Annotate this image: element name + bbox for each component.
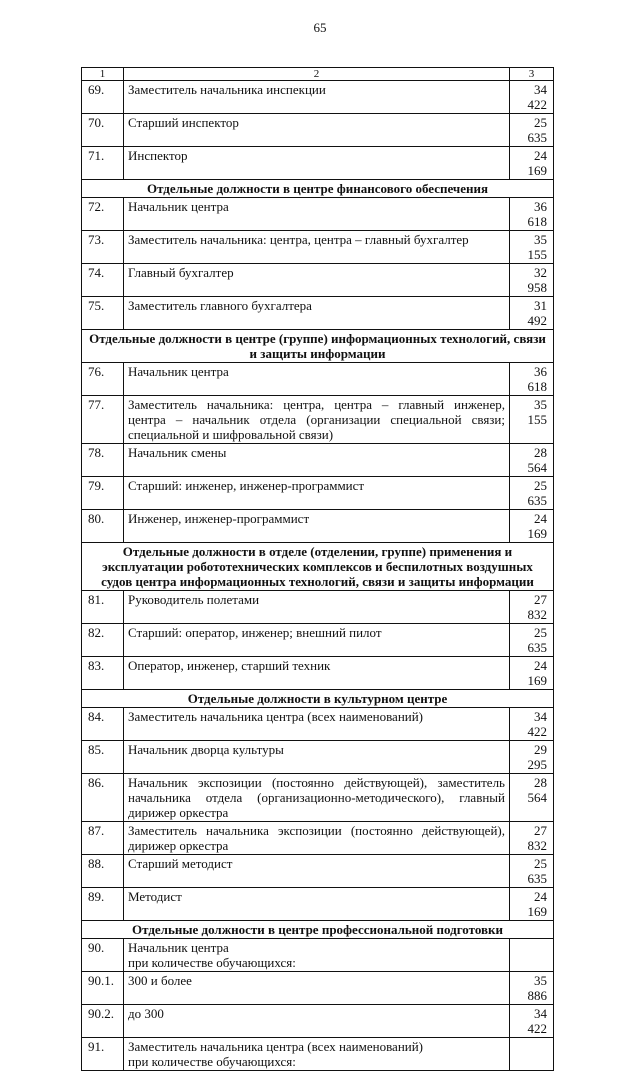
section-heading: Отдельные должности в центре (группе) информационных технологий, связи и защиты информации — [82, 330, 554, 363]
table-row — [82, 888, 554, 921]
position-title: Начальник центра — [128, 940, 229, 955]
salary-value: 32 958 — [510, 264, 554, 297]
section-heading-row — [82, 180, 554, 198]
salary-value: 28 564 — [510, 444, 554, 477]
position-title: Инспектор — [124, 147, 510, 180]
table-row — [82, 510, 554, 543]
salary-value: 34 422 — [510, 1005, 554, 1038]
position-title: до 300 — [124, 1005, 510, 1038]
position-title: Заместитель начальника: центра, центра – главный инженер, центра – начальник отдела (организации специальной связи; специальной и шифровальной связи) — [124, 396, 510, 444]
position-title: Старший: оператор, инженер; внешний пилот — [124, 624, 510, 657]
table-row — [82, 708, 554, 741]
table-row — [82, 624, 554, 657]
row-number: 77. — [82, 396, 124, 444]
table-row — [82, 741, 554, 774]
position-title: Главный бухгалтер — [124, 264, 510, 297]
table-row — [82, 1005, 554, 1038]
row-number: 70. — [82, 114, 124, 147]
table-row — [82, 396, 554, 444]
page-number: 65 — [313, 20, 327, 35]
position-condition: при количестве обучающихся: — [128, 1054, 296, 1069]
section-heading: Отдельные должности в отделе (отделении, группе) применения и эксплуатации робототехнических комплексов и беспилотных воздушных судов центра информационных технологий, связи и защиты информации — [82, 543, 554, 591]
row-number: 85. — [82, 741, 124, 774]
row-number: 88. — [82, 855, 124, 888]
section-heading: Отдельные должности в центре финансового обеспечения — [82, 180, 554, 198]
row-number: 69. — [82, 81, 124, 114]
salary-value: 29 295 — [510, 741, 554, 774]
section-heading-row — [82, 543, 554, 591]
table-row — [82, 822, 554, 855]
salary-value: 31 492 — [510, 297, 554, 330]
row-number: 91. — [82, 1038, 124, 1071]
position-title: Оператор, инженер, старший техник — [124, 657, 510, 690]
position-title: Заместитель начальника экспозиции (постоянно действующей), дирижер оркестра — [124, 822, 510, 855]
row-number: 89. — [82, 888, 124, 921]
table-row — [82, 939, 554, 972]
table-row — [82, 855, 554, 888]
row-number: 73. — [82, 231, 124, 264]
position-title: Заместитель начальника: центра, центра – главный бухгалтер — [124, 231, 510, 264]
salary-value: 28 564 — [510, 774, 554, 822]
row-number: 90.1. — [82, 972, 124, 1005]
table-row — [82, 972, 554, 1005]
row-number: 71. — [82, 147, 124, 180]
salary-value: 34 422 — [510, 81, 554, 114]
salary-value: 35 155 — [510, 231, 554, 264]
row-number: 82. — [82, 624, 124, 657]
row-number: 74. — [82, 264, 124, 297]
row-number: 83. — [82, 657, 124, 690]
header-col-2: 2 — [124, 68, 510, 81]
position-title: Старший: инженер, инженер-программист — [124, 477, 510, 510]
table-row — [82, 444, 554, 477]
salary-value — [510, 939, 554, 972]
position-title: Начальник центра — [124, 198, 510, 231]
table-row — [82, 297, 554, 330]
header-col-3: 3 — [510, 68, 554, 81]
position-title: Заместитель начальника центра (всех наименований) — [124, 708, 510, 741]
table-row — [82, 264, 554, 297]
header-col-1: 1 — [82, 68, 124, 81]
row-number: 86. — [82, 774, 124, 822]
section-heading: Отдельные должности в центре профессиональной подготовки — [82, 921, 554, 939]
salary-value: 24 169 — [510, 147, 554, 180]
section-heading-row — [82, 921, 554, 939]
table-row — [82, 591, 554, 624]
row-number: 81. — [82, 591, 124, 624]
salary-value: 36 618 — [510, 198, 554, 231]
row-number: 80. — [82, 510, 124, 543]
row-number: 76. — [82, 363, 124, 396]
salary-value: 27 832 — [510, 822, 554, 855]
salary-value — [510, 1038, 554, 1071]
position-title-cell — [124, 939, 510, 972]
table-row — [82, 147, 554, 180]
salary-value: 25 635 — [510, 624, 554, 657]
position-title: Заместитель главного бухгалтера — [124, 297, 510, 330]
position-title: Начальник центра — [124, 363, 510, 396]
row-number: 87. — [82, 822, 124, 855]
salary-value: 34 422 — [510, 708, 554, 741]
position-title: Заместитель начальника центра (всех наименований) — [128, 1039, 424, 1054]
row-number: 84. — [82, 708, 124, 741]
table-row — [82, 81, 554, 114]
row-number: 75. — [82, 297, 124, 330]
position-title-cell — [124, 1038, 510, 1071]
table-row — [82, 1038, 554, 1071]
position-title: 300 и более — [124, 972, 510, 1005]
table-header-row — [82, 68, 554, 81]
salary-value: 25 635 — [510, 855, 554, 888]
table-row — [82, 363, 554, 396]
salary-value: 36 618 — [510, 363, 554, 396]
row-number: 90.2. — [82, 1005, 124, 1038]
row-number: 78. — [82, 444, 124, 477]
position-title: Заместитель начальника инспекции — [124, 81, 510, 114]
salary-value: 25 635 — [510, 114, 554, 147]
salary-value: 24 169 — [510, 657, 554, 690]
salary-value: 25 635 — [510, 477, 554, 510]
row-number: 72. — [82, 198, 124, 231]
position-title: Старший методист — [124, 855, 510, 888]
position-title: Старший инспектор — [124, 114, 510, 147]
table-row — [82, 657, 554, 690]
position-title: Методист — [124, 888, 510, 921]
position-title: Начальник экспозиции (постоянно действующей), заместитель начальника отдела (организационно-методического), главный дирижер оркестра — [124, 774, 510, 822]
row-number: 79. — [82, 477, 124, 510]
row-number: 90. — [82, 939, 124, 972]
position-condition: при количестве обучающихся: — [128, 955, 296, 970]
salary-value: 35 155 — [510, 396, 554, 444]
section-heading: Отдельные должности в культурном центре — [82, 690, 554, 708]
section-heading-row — [82, 690, 554, 708]
position-title: Руководитель полетами — [124, 591, 510, 624]
position-title: Инженер, инженер-программист — [124, 510, 510, 543]
salary-value: 24 169 — [510, 510, 554, 543]
table-row — [82, 114, 554, 147]
table-row — [82, 774, 554, 822]
salary-value: 27 832 — [510, 591, 554, 624]
salary-value: 24 169 — [510, 888, 554, 921]
section-heading-row — [82, 330, 554, 363]
position-title: Начальник дворца культуры — [124, 741, 510, 774]
table-row — [82, 198, 554, 231]
table-row — [82, 477, 554, 510]
table-row — [82, 231, 554, 264]
salary-table — [81, 67, 554, 1071]
salary-value: 35 886 — [510, 972, 554, 1005]
position-title: Начальник смены — [124, 444, 510, 477]
